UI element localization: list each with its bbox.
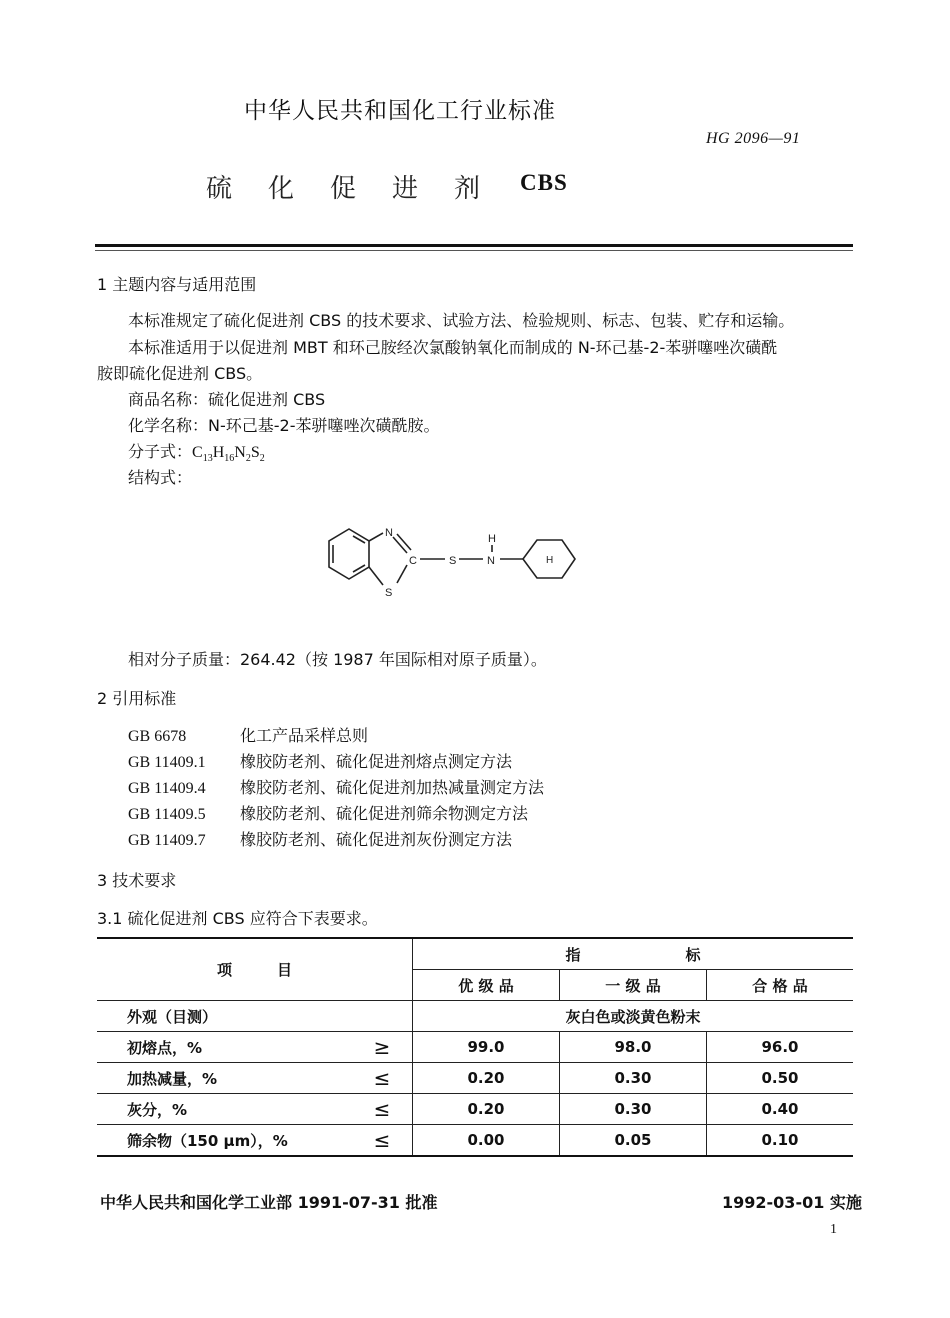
row-name: 外观（目测） — [97, 1001, 352, 1032]
section1-paragraph-1: 本标准规定了硫化促进剂 CBS 的技术要求、试验方法、检验规则、标志、包装、贮存和运输。 — [128, 311, 795, 330]
table-row — [97, 1032, 853, 1063]
specification-table — [97, 938, 853, 1155]
atom-s-link: S — [449, 555, 457, 567]
table-header-grade: 合 格 品 — [707, 970, 854, 1001]
formula-value: $C_{13}H_{16}N_2S_2$ — [192, 444, 265, 465]
reference-title: 化工产品采样总则 — [240, 726, 369, 745]
formula-label: 分子式： — [128, 442, 193, 461]
row-name: 加热减量，% — [97, 1063, 352, 1094]
structure-label: 结构式： — [128, 468, 193, 487]
atom-n-link: N — [487, 555, 495, 567]
reference-code: GB 6678 — [128, 728, 187, 745]
reference-item — [128, 827, 512, 850]
atom-h-top: H — [488, 533, 496, 545]
row-value: 0.05 — [560, 1125, 707, 1156]
row-name: 灰分，% — [97, 1094, 352, 1125]
header-rule-thin — [95, 250, 853, 251]
structural-formula — [315, 515, 590, 615]
table-top-rule — [97, 937, 853, 939]
row-operator: ≤ — [352, 1125, 413, 1156]
atom-n-ring: N — [385, 527, 393, 539]
reference-code: GB 11409.4 — [128, 780, 206, 797]
row-value: 96.0 — [707, 1032, 854, 1063]
reference-code: GB 11409.7 — [128, 832, 206, 849]
table-row — [97, 1001, 853, 1032]
molecular-formula — [128, 439, 265, 464]
reference-item — [128, 801, 528, 824]
reference-title: 橡胶防老剂、硫化促进剂加热减量测定方法 — [240, 778, 545, 797]
row-operator: ≥ — [352, 1032, 413, 1063]
standard-name: 中华人民共和国化工行业标准 — [244, 98, 556, 124]
section1-paragraph-2b: 胺即硫化促进剂 CBS。 — [97, 364, 263, 383]
trade-name: 商品名称：硫化促进剂 CBS — [128, 390, 326, 409]
row-value: 0.10 — [707, 1125, 854, 1156]
table-bottom-rule — [97, 1155, 853, 1157]
row-operator: ≤ — [352, 1063, 413, 1094]
row-name: 筛余物（150 μm），% — [97, 1125, 352, 1156]
atom-c: C — [409, 555, 417, 567]
section2-heading: 2 引用标准 — [97, 689, 177, 708]
row-merged-value: 灰白色或淡黄色粉末 — [413, 1001, 854, 1032]
row-value: 0.30 — [560, 1094, 707, 1125]
section1-heading: 1 主题内容与适用范围 — [97, 275, 257, 294]
standard-code: HG 2096—91 — [706, 130, 801, 147]
document-title: 硫化促进剂 — [206, 174, 517, 204]
table-header-item: 项 目 — [97, 939, 413, 1001]
table-header-index: 指 标 — [413, 939, 854, 970]
row-value: 0.20 — [413, 1063, 560, 1094]
page-number: 1 — [830, 1222, 837, 1237]
reference-title: 橡胶防老剂、硫化促进剂熔点测定方法 — [240, 752, 513, 771]
approval-line: 中华人民共和国化学工业部 1991-07-31 批准 — [100, 1193, 438, 1212]
benzene-ring — [329, 529, 369, 579]
reference-item — [128, 723, 368, 746]
table-header-grade: 优 级 品 — [413, 970, 560, 1001]
row-value: 0.30 — [560, 1063, 707, 1094]
row-operator — [352, 1001, 413, 1032]
section3-heading: 3 技术要求 — [97, 871, 177, 890]
row-value: 99.0 — [413, 1032, 560, 1063]
reference-code: GB 11409.1 — [128, 754, 206, 771]
document-title-suffix: CBS — [520, 170, 568, 195]
row-name: 初熔点，% — [97, 1032, 352, 1063]
row-value: 0.00 — [413, 1125, 560, 1156]
reference-code: GB 11409.5 — [128, 806, 206, 823]
header-rule-thick — [95, 244, 853, 247]
reference-item — [128, 749, 512, 772]
reference-title: 橡胶防老剂、硫化促进剂筛余物测定方法 — [240, 804, 529, 823]
section3-1-heading: 3.1 硫化促进剂 CBS 应符合下表要求。 — [97, 909, 378, 928]
table-row — [97, 1094, 853, 1125]
row-value: 98.0 — [560, 1032, 707, 1063]
table-row — [97, 1125, 853, 1156]
row-value: 0.20 — [413, 1094, 560, 1125]
effective-date: 1992-03-01 实施 — [722, 1193, 862, 1212]
table-header-grade: 一 级 品 — [560, 970, 707, 1001]
reference-title: 橡胶防老剂、硫化促进剂灰份测定方法 — [240, 830, 513, 849]
chemical-name: 化学名称：N-环己基-2-苯骈噻唑次磺酰胺。 — [128, 416, 440, 435]
reference-item — [128, 775, 544, 798]
row-value: 0.40 — [707, 1094, 854, 1125]
row-operator: ≤ — [352, 1094, 413, 1125]
atom-s-ring: S — [385, 587, 393, 599]
section1-paragraph-2a: 本标准适用于以促进剂 MBT 和环己胺经次氯酸钠氧化而制成的 N-环己基-2-苯骈噻唑次磺酰 — [128, 338, 778, 357]
molecular-weight: 相对分子质量：264.42（按 1987 年国际相对原子质量）。 — [128, 650, 547, 669]
row-value: 0.50 — [707, 1063, 854, 1094]
atom-h-ring: H — [546, 555, 554, 566]
table-row — [97, 1063, 853, 1094]
